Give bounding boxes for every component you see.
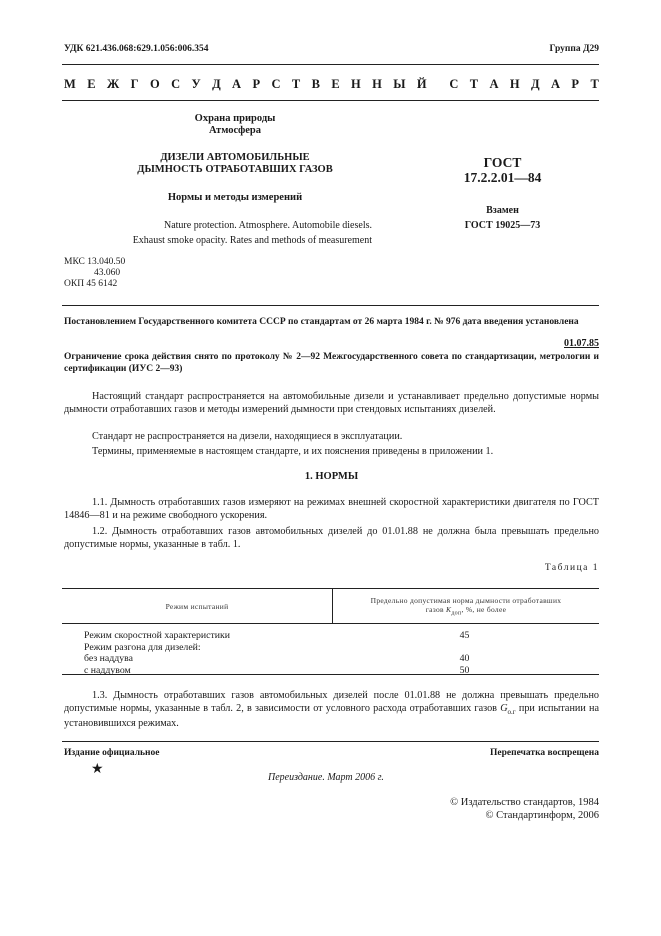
classification-codes	[64, 257, 125, 290]
table-row	[62, 653, 599, 665]
value-cell	[330, 642, 599, 654]
mode-cell: без наддува	[84, 653, 133, 664]
banner-letter: Ж	[106, 77, 120, 91]
document-title	[90, 152, 380, 176]
banner-letter: Й	[416, 77, 427, 91]
udk-code: УДК 621.436.068:629.1.056:006.354	[64, 44, 209, 54]
value-cell: 40	[459, 653, 470, 664]
group-code: Группа Д29	[549, 44, 599, 54]
table-row	[62, 630, 599, 642]
banner-letter: О	[149, 77, 160, 91]
header-rule	[62, 64, 599, 65]
gost-label: ГОСТ	[483, 155, 522, 170]
star-icon: ★	[91, 762, 104, 777]
table-header-row	[62, 589, 599, 624]
topic-line: Атмосфера	[208, 125, 262, 136]
banner-letter: Е	[331, 77, 340, 91]
banner-letter: У	[191, 77, 201, 91]
reissue-note: Переиздание. Март 2006 г.	[268, 772, 384, 783]
banner-rule	[62, 100, 599, 101]
reprint-prohibited: Перепечатка воспрещена	[489, 748, 599, 758]
copyright-line: © Стандартинформ, 2006	[485, 810, 599, 821]
footer-rule	[62, 741, 599, 742]
banner-letter: Н	[372, 77, 382, 91]
official-edition: Издание официальное	[64, 748, 160, 758]
exclusion-paragraph: Стандарт не распространяется на дизели, находящиеся в эксплуатации.	[92, 431, 403, 442]
gost-block	[440, 155, 565, 232]
banner-letter: С	[271, 77, 281, 91]
banner-letter: Н	[351, 77, 361, 91]
divider	[62, 305, 599, 306]
header-text: газов	[425, 604, 447, 614]
limitation-note: Ограничение срока действия снято по протоколу № 2—92 Межгосударственного совета по стандартизации, метрологии и сертификации (ИУС 2—93)	[64, 352, 599, 374]
table-bottom-rule	[62, 674, 599, 675]
clause-text: 1.3. Дымность отработавших газов автомобильных дизелей после 01.01.88 не должна превышать предельно допустимые нормы, указанные в табл. 2, в зависимости от условного расхода отработавших газов	[64, 690, 599, 714]
okp-code: ОКП 45 6142	[64, 279, 118, 289]
table-caption: Таблица 1	[544, 563, 599, 573]
banner-letter: Н	[509, 77, 520, 91]
banner-letter: В	[311, 77, 320, 91]
g-symbol: G	[500, 702, 508, 714]
banner-letter: Д	[212, 77, 221, 91]
table-row	[62, 642, 599, 654]
copyright-line: © Издательство стандартов, 1984	[450, 797, 599, 808]
english-title	[60, 218, 372, 248]
terms-paragraph: Термины, применяемые в настоящем стандарте, и их пояснения приведены в приложении 1.	[92, 446, 494, 457]
copyright	[450, 796, 599, 822]
clause-text: при испытании на установившихся режимах.	[64, 702, 599, 730]
gost-number: 17.2.2.01—84	[463, 170, 542, 185]
banner-letter: А	[232, 77, 242, 91]
banner-letter: С	[171, 77, 181, 91]
banner-letter: С	[449, 77, 459, 91]
header-text: , %, не более	[461, 604, 507, 614]
banner-letter: Г	[130, 77, 139, 91]
mode-cell: Режим разгона для дизелей:	[84, 641, 201, 653]
banner-letter: Т	[291, 77, 301, 91]
column-header-norm-line	[334, 605, 598, 617]
clause-1-3	[64, 690, 599, 731]
topic	[140, 113, 330, 137]
mode-cell: с наддувом	[84, 664, 131, 676]
value-cell: 45	[459, 630, 470, 641]
replaced-standard: ГОСТ 19025—73	[464, 220, 541, 231]
banner-letter: Е	[87, 77, 96, 91]
banner-letter: Д	[531, 77, 540, 91]
column-header-norm-line: Предельно допустимая норма дымности отработавших	[370, 595, 562, 605]
mode-cell: Режим скоростной характеристики	[84, 630, 230, 641]
document-title-line: ДИЗЕЛИ АВТОМОБИЛЬНЫЕ	[160, 152, 310, 163]
banner-letter: Р	[252, 77, 261, 91]
english-title-line: Exhaust smoke opacity. Rates and methods of measurement	[132, 235, 372, 246]
column-header-mode: Режим испытаний	[62, 589, 333, 624]
mks-code: МКС 13.040.50	[64, 257, 126, 267]
banner-letter: Т	[590, 77, 599, 91]
k-subscript: доп	[451, 610, 462, 617]
english-title-line: Nature protection. Atmosphere. Automobile diesels.	[163, 220, 372, 231]
document-subtitle: Нормы и методы измерений	[167, 192, 303, 203]
replaces-label: Взамен	[486, 205, 519, 216]
section-heading: 1. НОРМЫ	[304, 471, 359, 482]
banner-letter: Р	[571, 77, 580, 91]
scope-paragraph: Настоящий стандарт распространяется на автомобильные дизели и устанавливает предельно допустимые нормы дымности отработавших газов и методы измерений дымности при стендовых испытаниях дизелей.	[64, 391, 599, 415]
document-title-line: ДЫМНОСТЬ ОТРАБОТАВШИХ ГАЗОВ	[137, 164, 333, 175]
table-body	[62, 630, 599, 676]
decree-text: Постановлением Государственного комитета СССР по стандартам от 26 марта 1984 г. № 976 дата введения установлена	[64, 317, 579, 327]
interstate-standard-banner	[64, 77, 599, 92]
banner-letter: Ы	[393, 77, 406, 91]
banner-letter: А	[489, 77, 499, 91]
g-subscript: о.г	[507, 707, 516, 716]
banner-letter: М	[64, 77, 76, 91]
topic-line: Охрана природы	[194, 113, 276, 124]
introduction-date: 01.07.85	[564, 338, 599, 349]
norms-table	[62, 588, 599, 676]
clause-1-2: 1.2. Дымность отработавших газов автомобильных дизелей до 01.01.88 не должна была превышать предельно допустимые нормы, указанные в табл. 1.	[64, 526, 599, 550]
banner-letter: Т	[469, 77, 479, 91]
clause-1-1: 1.1. Дымность отработавших газов измеряют на режимах внешней скоростной характеристики двигателя по ГОСТ 14846—81 и на режиме свободного ускорения.	[64, 497, 599, 521]
mks-code-2: 43.060	[94, 268, 121, 278]
banner-letter: А	[551, 77, 561, 91]
k-symbol: К	[446, 604, 452, 614]
value-cell: 50	[459, 664, 470, 676]
column-header-norm	[333, 589, 600, 624]
